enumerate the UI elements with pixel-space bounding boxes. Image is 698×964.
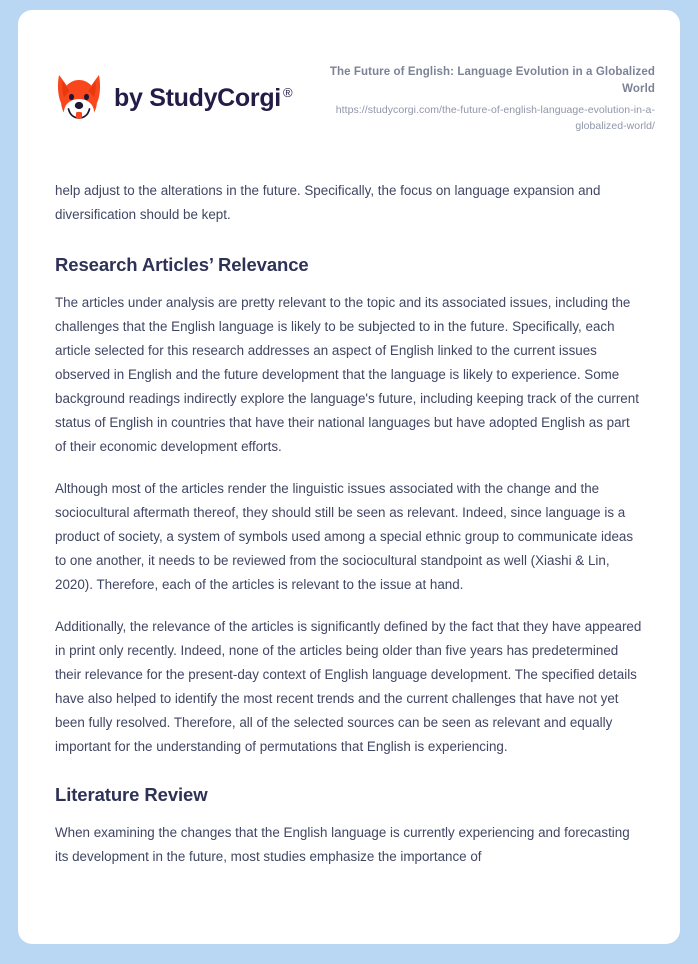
intro-paragraph: help adjust to the alterations in the future. Specifically, the focus on language expansion and diversification should be kept. [55,182,601,222]
studycorgi-brand[interactable] [55,62,292,124]
header-meta [305,62,655,134]
document-body [18,179,680,869]
brand-wordmark-text: by StudyCorgi [114,83,281,112]
registered-trademark-icon: ® [282,84,293,100]
paragraph: Although most of the articles render the linguistic issues associated with the change and the sociocultural aftermath thereof, they should still be seen as relevant. Indeed, since language is a product of society, a system of symbols used among a special ethnic group to communicate ideas to one another, it needs to be reviewed from the sociocultural standpoint as well (Xiashi & Lin, 2020). Therefore, each of the articles is relevant to the issue at hand. [55,480,634,592]
document-title: The Future of English: Language Evolution in a Globalized World [329,66,655,95]
section-heading-research-articles-relevance: Research Articles’ Relevance [55,253,309,275]
paragraph: The articles under analysis are pretty relevant to the topic and its associated issues, including the challenges that the English language is likely to be subjected to in the future. Specifically, each article selected for this research addresses an aspect of English linked to the current issues observed in English and the future development that the language is likely to experience. Some background readings indirectly explore the language's future, including keeping track of the current status of English in countries that have their national languages but have adopted English as part of their economic development efforts. [55,294,639,454]
document-header [18,10,680,134]
document-url[interactable]: https://studycorgi.com/the-future-of-english-language-evolution-in-a-globalized-world/ [335,104,655,132]
paragraph: When examining the changes that the English language is currently experiencing and forecasting its development in the future, most studies emphasize the importance of [55,824,630,864]
document-page-card [18,10,680,944]
corgi-face-icon [55,72,103,124]
paragraph: Additionally, the relevance of the articles is significantly defined by the fact that they have appeared in print only recently. Indeed, none of the articles being older than five years has predetermined their relevance for the present-day context of English language development. The specified details have also helped to identify the most recent trends and the current challenges that have not yet been fully resolved. Therefore, all of the selected sources can be seen as relevant and equally important for the understanding of permutations that English is experiencing. [55,618,642,754]
section-heading-literature-review: Literature Review [55,783,208,805]
brand-wordmark [114,84,292,113]
